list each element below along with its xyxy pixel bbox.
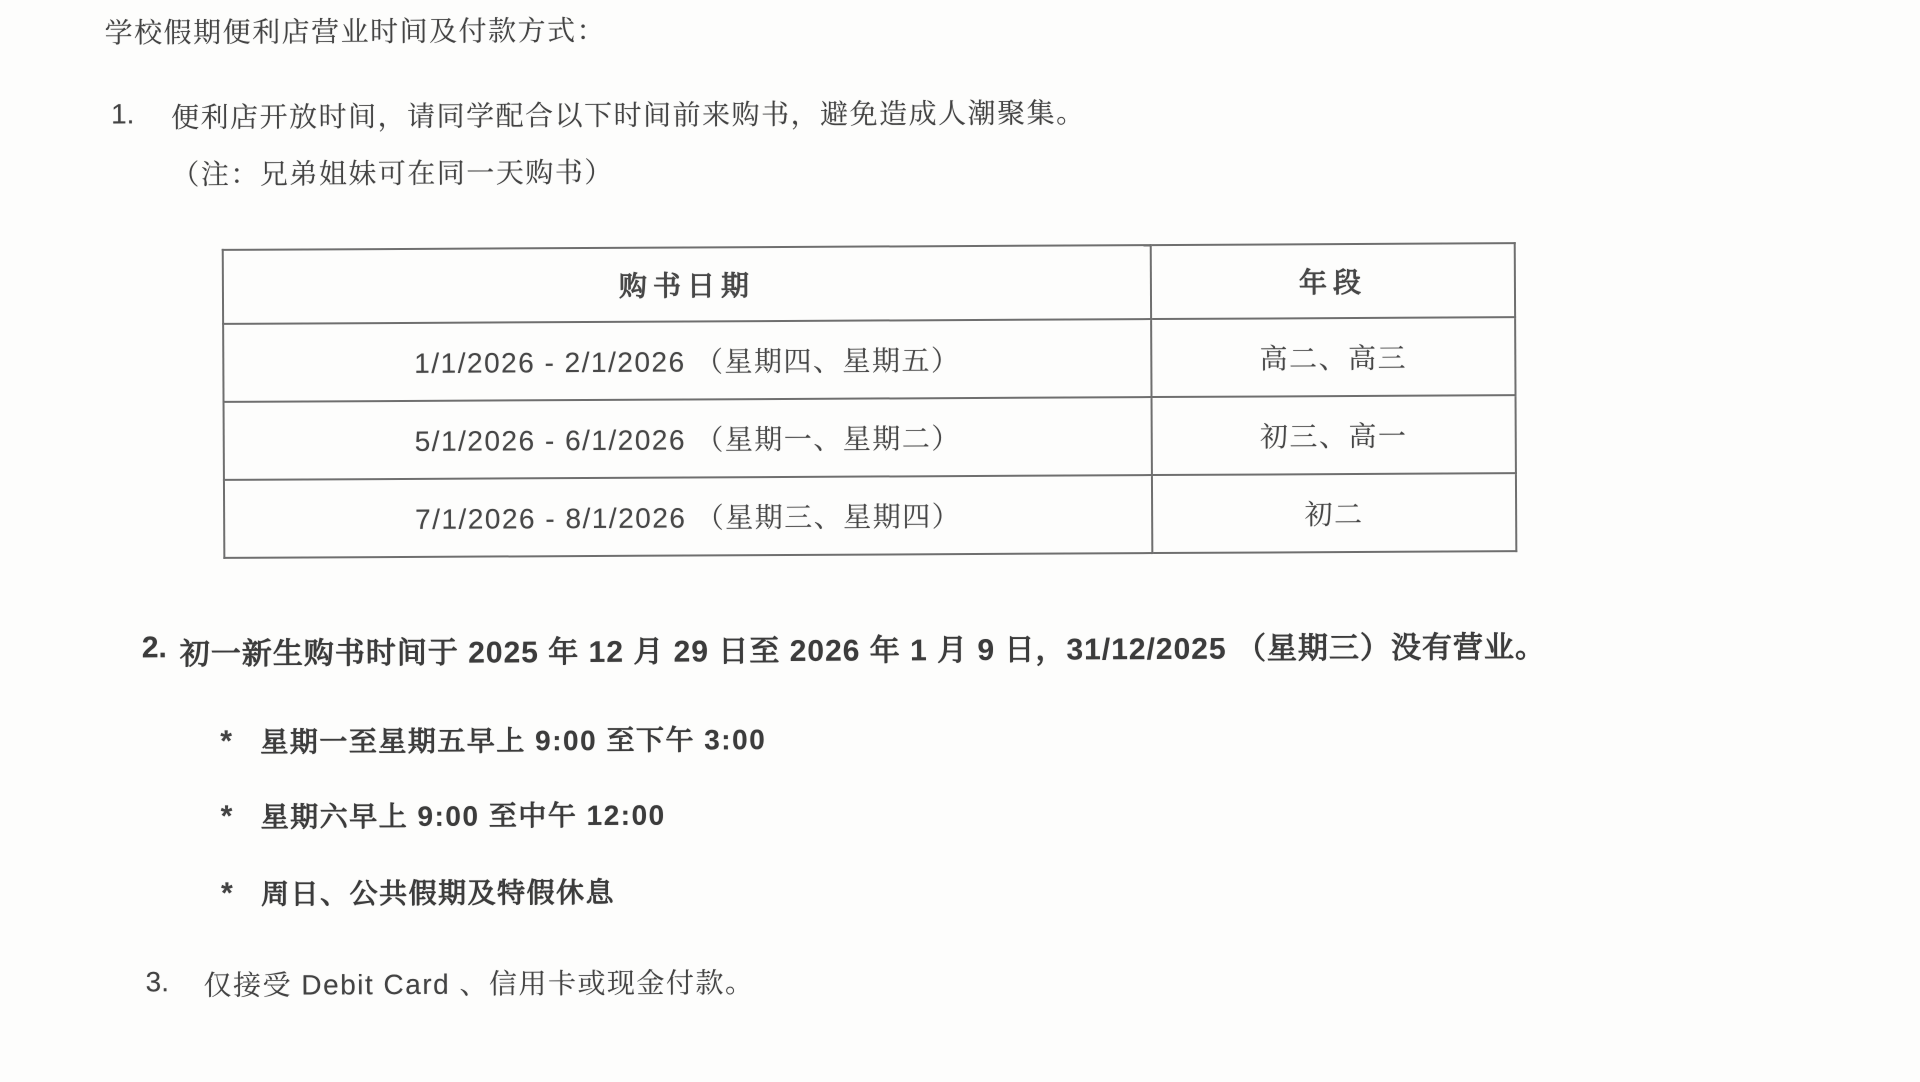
table-row: [224, 395, 1516, 480]
table-header-row: [223, 243, 1515, 324]
item1-text: 便利店开放时间，请同学配合以下时间前来购书，避免造成人潮聚集。: [171, 91, 1086, 136]
item3-text: 仅接受 Debit Card 、信用卡或现金付款。: [203, 961, 754, 1004]
asterisk-icon: *: [220, 725, 232, 759]
table-row: [223, 317, 1515, 402]
item2-bullet-1: 星期一至星期五早上 9:00 至下午 3:00: [260, 718, 766, 761]
asterisk-icon: *: [221, 877, 233, 911]
item2-bullet-2: 星期六早上 9:00 至中午 12:00: [261, 794, 666, 836]
date-cell: 7/1/2026 - 8/1/2026 （星期三、星期四）: [224, 475, 1152, 558]
date-cell: 5/1/2026 - 6/1/2026 （星期一、星期二）: [224, 397, 1152, 480]
item2-text: 初一新生购书时间于 2025 年 12 月 29 日至 2026 年 1 月 9 日，31/12/2025 （星期三）没有营业。: [180, 622, 1546, 673]
list-number-3: 3.: [145, 966, 191, 998]
list-number-2: 2.: [142, 631, 188, 665]
table-header-grade: 年段: [1151, 243, 1515, 319]
grade-cell: 高二、高三: [1151, 317, 1515, 397]
document-title: 学校假期便利店营业时间及付款方式：: [104, 9, 606, 52]
item1-note: （注：兄弟姐妹可在同一天购书）: [171, 151, 614, 193]
grade-cell: 初三、高一: [1152, 395, 1516, 475]
table-row: [224, 473, 1516, 558]
table-header-date: 购书日期: [223, 245, 1151, 324]
asterisk-icon: *: [221, 800, 233, 834]
item2-bullet-3: 周日、公共假期及特假休息: [261, 871, 615, 913]
grade-cell: 初二: [1152, 473, 1516, 553]
date-cell: 1/1/2026 - 2/1/2026 （星期四、星期五）: [223, 319, 1151, 402]
list-number-1: 1.: [111, 98, 157, 130]
book-purchase-schedule-table: [222, 242, 1518, 559]
